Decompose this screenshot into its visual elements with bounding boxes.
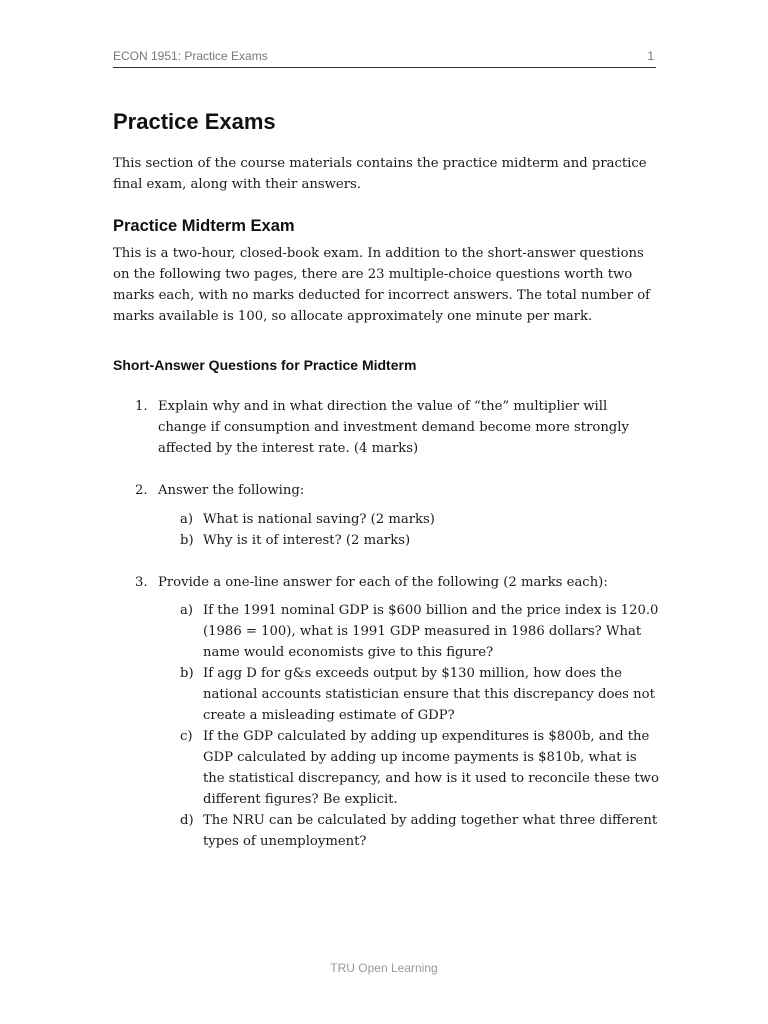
question-text: Answer the following:: [158, 483, 305, 498]
part-letter: b): [180, 666, 194, 681]
question-text: Provide a one-line answer for each of the following (2 marks each):: [158, 575, 608, 590]
header-course-title: ECON 1951: Practice Exams: [113, 49, 268, 63]
part-text: If the 1991 nominal GDP is $600 billion and the price index is 120.0 (1986 = 100), what is 1991 GDP measured in 1986 dollars? What name would economists give to this figure?: [203, 603, 659, 660]
question-text: Explain why and in what direction the value of “the” multiplier will change if consumption and investment demand become more strongly affected by the interest rate. (4 marks): [158, 399, 629, 456]
part-text: If agg D for g&s exceeds output by $130 million, how does the national accounts statistician ensure that this discrepancy does not create a misleading estimate of GDP?: [203, 666, 655, 723]
midterm-description: This is a two-hour, closed-book exam. In addition to the short-answer questions on the following two pages, there are 23 multiple-choice questions worth two marks each, with no marks deducted for incorrect answers. The total number of marks available is 100, so allocate approximately one minute per mark.: [113, 246, 651, 324]
part-text: Why is it of interest? (2 marks): [203, 533, 411, 548]
part-letter: d): [180, 813, 194, 828]
question-number: 2.: [135, 483, 148, 498]
page-title: Practice Exams: [113, 109, 276, 134]
page-footer: TRU Open Learning: [330, 961, 438, 975]
intro-paragraph: This section of the course materials contains the practice midterm and practice final exam, along with their answers.: [113, 156, 647, 192]
header-page-number: 1: [647, 49, 654, 63]
part-letter: a): [180, 603, 194, 618]
part-text: What is national saving? (2 marks): [203, 512, 435, 527]
part-letter: c): [180, 729, 193, 744]
running-header: [113, 48, 656, 68]
part-text: The NRU can be calculated by adding together what three different types of unemployment?: [203, 813, 658, 849]
part-letter: a): [180, 512, 194, 527]
part-text: If the GDP calculated by adding up expenditures is $800b, and the GDP calculated by adding up income payments is $810b, what is the statistical discrepancy, and how is it used to reconcile these two different figures? Be explicit.: [203, 729, 659, 807]
midterm-heading: Practice Midterm Exam: [113, 217, 295, 235]
question-number: 1.: [135, 399, 148, 414]
question-number: 3.: [135, 575, 148, 590]
part-letter: b): [180, 533, 194, 548]
short-answer-heading: Short-Answer Questions for Practice Midterm: [113, 357, 417, 373]
